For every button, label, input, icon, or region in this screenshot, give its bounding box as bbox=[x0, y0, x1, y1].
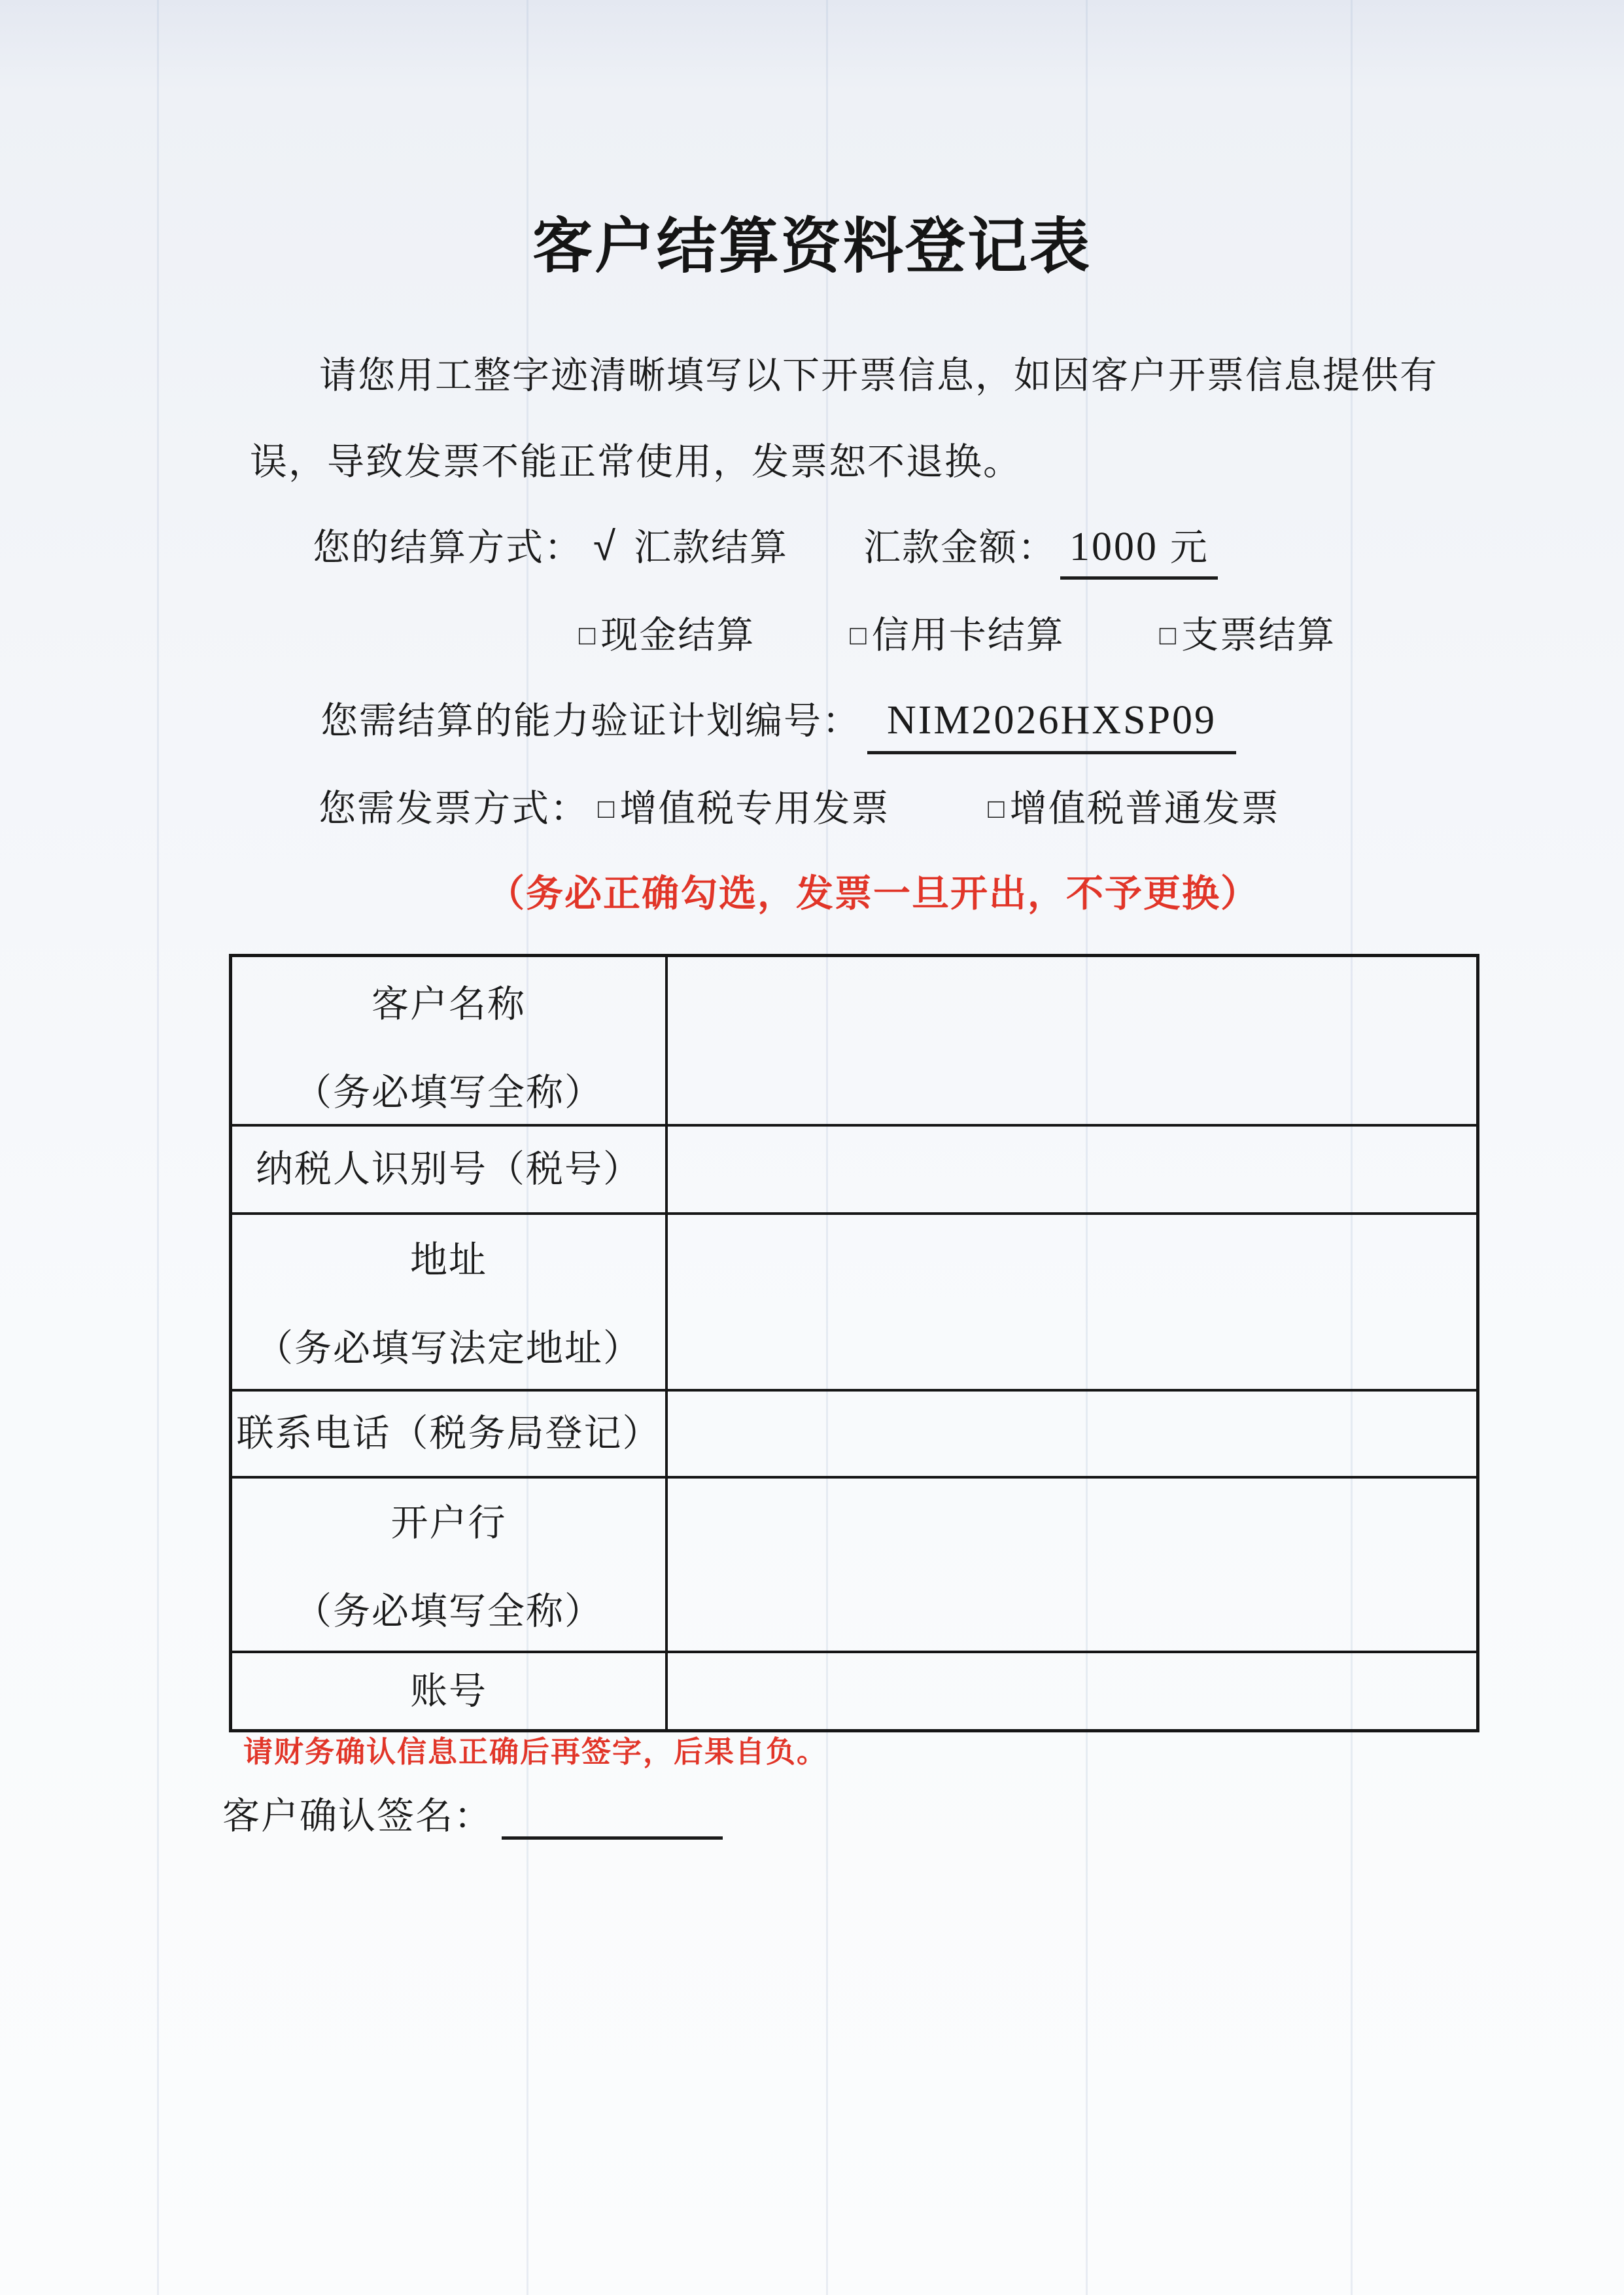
invoice-type-label: 您需发票方式： bbox=[319, 788, 589, 830]
label-note: （务必填写法定地址） bbox=[256, 1327, 642, 1369]
table-row-phone bbox=[232, 1389, 1476, 1476]
table-row-bank bbox=[232, 1476, 1476, 1651]
label-note: （务必填写全称） bbox=[294, 1590, 603, 1632]
plan-number-field[interactable] bbox=[867, 697, 1236, 754]
intro-line-1: 请您用工整字迹清晰填写以下开票信息，如因客户开票信息提供有 bbox=[319, 355, 1438, 396]
settlement-option-credit-card[interactable] bbox=[850, 612, 1064, 662]
row-label-bank bbox=[232, 1479, 668, 1651]
row-label-account-number bbox=[232, 1653, 668, 1729]
settlement-option-cheque-label: 支票结算 bbox=[1181, 614, 1336, 656]
table-row-taxpayer-id bbox=[232, 1124, 1476, 1212]
settlement-method-line bbox=[313, 523, 1218, 580]
plan-number-label: 您需结算的能力验证计划编号： bbox=[320, 700, 861, 742]
invoice-type-line bbox=[319, 785, 1280, 835]
cell-value-taxpayer-id[interactable] bbox=[668, 1127, 1476, 1212]
check-mark-icon[interactable]: √ bbox=[593, 524, 617, 569]
plan-number-line bbox=[320, 697, 1236, 754]
settlement-option-cash[interactable] bbox=[579, 612, 755, 662]
signature-blank-line[interactable] bbox=[502, 1798, 723, 1840]
table-row-customer-name bbox=[232, 957, 1476, 1124]
settlement-option-cash-label: 现金结算 bbox=[600, 614, 755, 656]
remit-amount-value: 1000 bbox=[1069, 525, 1159, 569]
signature-label: 客户确认签名： bbox=[222, 1795, 492, 1837]
table-row-address bbox=[232, 1212, 1476, 1389]
checkbox-icon[interactable]: □ bbox=[1159, 620, 1177, 650]
cell-value-phone[interactable] bbox=[668, 1392, 1476, 1476]
remit-amount-unit: 元 bbox=[1169, 527, 1209, 569]
settlement-options-row bbox=[579, 612, 1336, 662]
label-main: 开户行 bbox=[390, 1501, 507, 1544]
checkbox-icon[interactable]: □ bbox=[579, 620, 596, 650]
settlement-option-cheque[interactable] bbox=[1160, 612, 1336, 662]
cell-value-bank[interactable] bbox=[668, 1479, 1476, 1651]
checkbox-icon[interactable]: □ bbox=[850, 620, 867, 650]
page-title: 客户结算资料登记表 bbox=[532, 213, 1092, 280]
label-main: 联系电话（税务局登记） bbox=[236, 1412, 661, 1454]
intro-line-2: 误，导致发票不能正常使用，发票恕不退换。 bbox=[250, 441, 1022, 483]
checkbox-icon[interactable]: □ bbox=[988, 793, 1005, 824]
cell-value-account-number[interactable] bbox=[668, 1653, 1476, 1729]
plan-number-value: NIM2026HXSP09 bbox=[887, 698, 1217, 743]
label-note: （务必填写全称） bbox=[294, 1072, 603, 1113]
finance-confirm-warning: 请财务确认信息正确后再签字，后果自负。 bbox=[243, 1735, 828, 1768]
label-main: 地址 bbox=[410, 1239, 487, 1281]
invoice-option-special-label: 增值税专用发票 bbox=[619, 788, 890, 830]
row-label-customer-name bbox=[232, 957, 668, 1124]
remit-amount-field[interactable] bbox=[1060, 523, 1218, 580]
invoice-option-general[interactable] bbox=[988, 788, 1279, 830]
row-label-address bbox=[232, 1215, 668, 1389]
billing-info-table bbox=[229, 954, 1479, 1732]
settlement-option-remittance[interactable]: 汇款结算 bbox=[634, 527, 789, 569]
label-main: 账号 bbox=[410, 1670, 487, 1712]
remit-amount-label: 汇款金额： bbox=[863, 527, 1057, 569]
invoice-option-general-label: 增值税普通发票 bbox=[1009, 788, 1280, 830]
scan-streak bbox=[157, 0, 159, 2295]
row-label-phone bbox=[232, 1392, 668, 1476]
cell-value-customer-name[interactable] bbox=[668, 957, 1476, 1124]
cell-value-address[interactable] bbox=[668, 1215, 1476, 1389]
checkbox-icon[interactable]: □ bbox=[598, 793, 615, 824]
settlement-method-label: 您的结算方式： bbox=[313, 527, 583, 569]
row-label-taxpayer-id bbox=[232, 1127, 668, 1212]
settlement-option-credit-card-label: 信用卡结算 bbox=[871, 614, 1065, 656]
label-main: 客户名称 bbox=[371, 983, 526, 1025]
table-row-account-number bbox=[232, 1651, 1476, 1729]
invoice-warning-text: （务必正确勾选，发票一旦开出，不予更换） bbox=[487, 873, 1259, 915]
signature-row bbox=[222, 1793, 723, 1840]
label-main: 纳税人识别号（税号） bbox=[256, 1148, 642, 1190]
invoice-option-special[interactable] bbox=[598, 788, 890, 830]
